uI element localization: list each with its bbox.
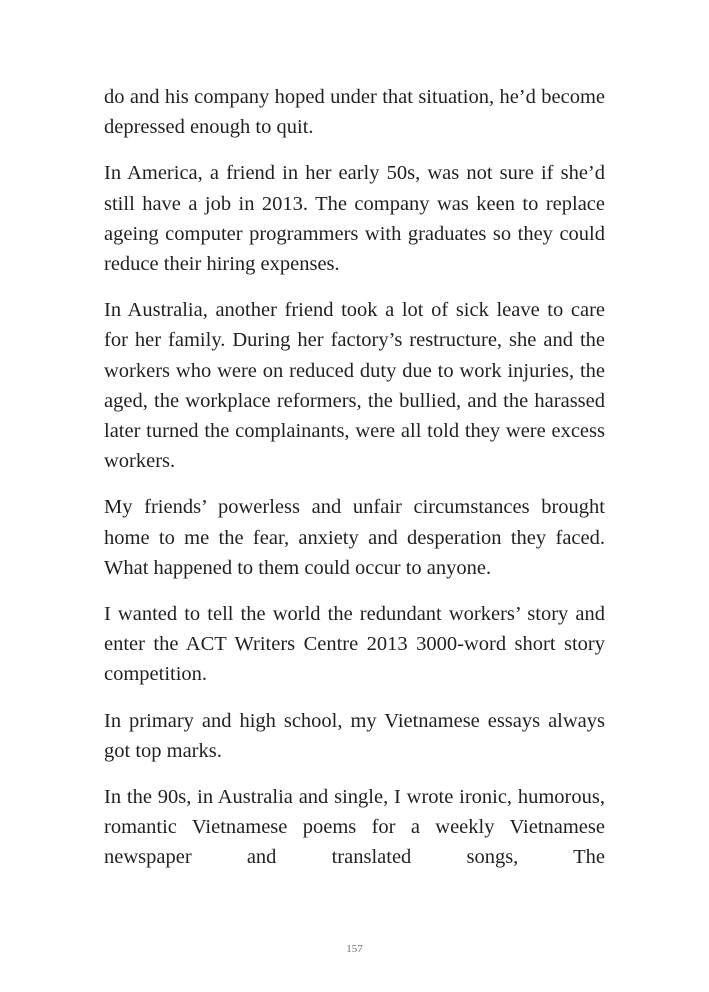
- paragraph-6: In primary and high school, my Vietnamese essays always got top marks.: [104, 709, 605, 762]
- paragraph-4: My friends’ powerless and unfair circumstances brought home to me the fear, anxiety and desperation they faced. What happened to them could occur to anyone.: [104, 496, 605, 579]
- page-body: [104, 82, 605, 889]
- paragraph-3: In Australia, another friend took a lot of sick leave to care for her family. During her factory’s restructure, she and the workers who were on reduced duty due to work injuries, the aged, the workplace reformers, the bullied, and the harassed later turned the complainants, were all told they were excess workers.: [104, 299, 605, 473]
- page-number: 157: [346, 943, 363, 955]
- paragraph-1: do and his company hoped under that situation, he’d become depressed enough to quit.: [104, 86, 605, 139]
- paragraph-7: In the 90s, in Australia and single, I wrote ironic, humorous, romantic Vietnamese poems for a weekly Vietnamese newspaper and translated songs, The: [104, 786, 605, 869]
- paragraph-5: I wanted to tell the world the redundant workers’ story and enter the ACT Writers Centre 2013 3000-word short story competition.: [104, 603, 605, 686]
- paragraph-2: In America, a friend in her early 50s, was not sure if she’d still have a job in 2013. The company was keen to replace ageing computer programmers with graduates so they could reduce their hiring expenses.: [104, 162, 605, 276]
